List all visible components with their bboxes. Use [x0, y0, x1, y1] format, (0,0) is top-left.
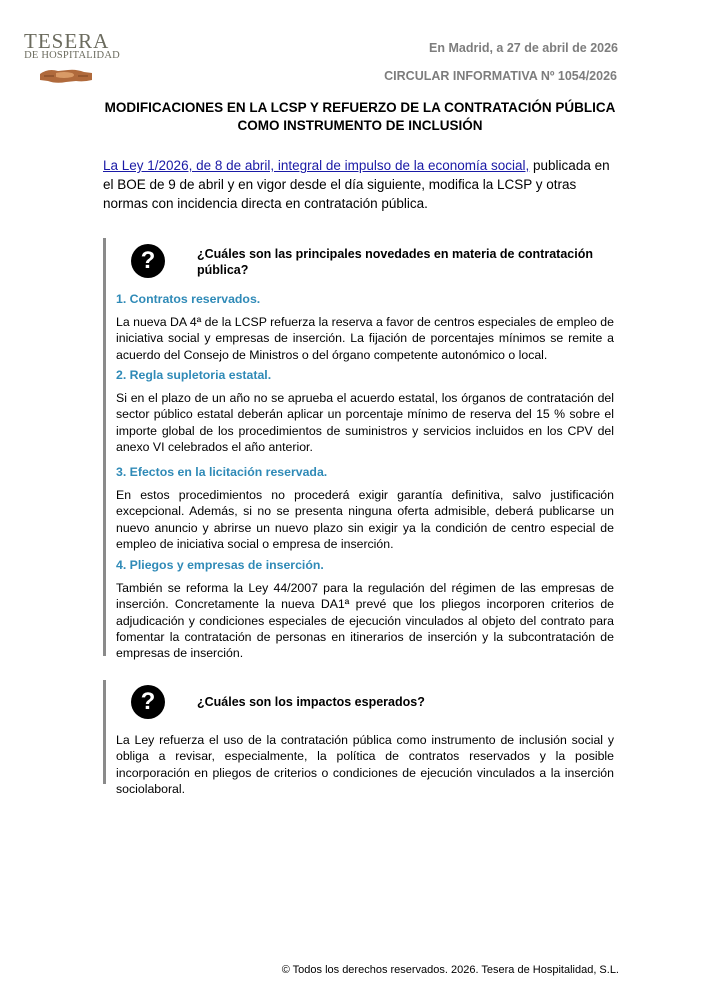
item-heading: 3. Efectos en la licitación reservada. [116, 465, 328, 479]
law-link[interactable]: La Ley 1/2026, de 8 de abril, integral de impulso de la economía social, [103, 158, 530, 173]
title-line-1: MODIFICACIONES EN LA LCSP Y REFUERZO DE LA CONTRATACIÓN PÚBLICA [104, 100, 616, 115]
item-text: La nueva DA 4ª de la LCSP refuerza la reserva a favor de centros especiales de empleo de iniciativa social y empresas de inserción. La fijación de porcentajes mínimos se remite a acuerdo del Consejo de Ministros o del órgano competente autonómico o local. [116, 315, 614, 362]
circular-number: CIRCULAR INFORMATIVA Nº 1054/2026 [384, 69, 617, 83]
novedades-section [103, 238, 626, 661]
item-text: Si en el plazo de un año no se aprueba el acuerdo estatal, los órganos de contratación del sector público estatal deberán aplicar un porcentaje mínimo de reserva del 15 % sobre el importe global de los procedimientos de suministros y servicios incluidos en los CPV del anexo VI celebrados el año anterior. [116, 391, 614, 454]
question-mark-icon: ? [131, 244, 165, 278]
impactos-section [103, 680, 626, 796]
item-heading: 1. Contratos reservados. [116, 292, 261, 306]
item-text: En estos procedimientos no procederá exigir garantía definitiva, salvo justificación excepcional. Además, si no se presenta ninguna oferta admisible, deberá publicarse un nuevo anuncio y abrirse un nuevo plazo sin exigir ya la condición de centro especial de empleo de iniciativa social o empresa de inserción. [116, 488, 614, 551]
document-title [60, 99, 660, 135]
copyright-footer: © Todos los derechos reservados. 2026. Tesera de Hospitalidad, S.L. [281, 964, 619, 976]
logo-subtitle-text: DE HOSPITALIDAD [24, 50, 120, 61]
document-date: En Madrid, a 27 de abril de 2026 [429, 41, 618, 55]
section-question: ¿Cuáles son los impactos esperados? [197, 695, 425, 709]
intro-text: publicada en el BOE de 9 de abril y en vigor desde el día siguiente, modifica la LCSP y otras normas con incidencia directa en contratación pública. [103, 158, 610, 211]
item-text: También se reforma la Ley 44/2007 para la regulación del régimen de las empresas de inserción. Concretamente la nueva DA1ª prevé que los pliegos incorporen criterios de adjudicación y condiciones especiales de ejecución vinculados al objeto del contrato para fomentar la contratación de personas en itinerarios de inserción y la subcontratación de empresas de inserción. [116, 581, 614, 661]
intro-paragraph [103, 156, 623, 213]
section-question: ¿Cuáles son las principales novedades en materia de contratación pública? [197, 247, 593, 277]
item-heading: 4. Pliegos y empresas de inserción. [116, 558, 324, 572]
item-heading: 2. Regla supletoria estatal. [116, 368, 272, 382]
logo-brand-text: TESERA [24, 29, 110, 53]
question-mark-icon: ? [131, 685, 165, 719]
section-text: La Ley refuerza el uso de la contratación pública como instrumento de inclusión social y obliga a revisar, especialmente, la política de contratos reservados y la posible incorporación en pliegos de criterios o condiciones de ejecución vinculados a la inserción sociolaboral. [116, 733, 614, 796]
title-line-2: COMO INSTRUMENTO DE INCLUSIÓN [237, 118, 483, 133]
handshake-icon [38, 64, 94, 88]
company-logo [24, 30, 124, 88]
